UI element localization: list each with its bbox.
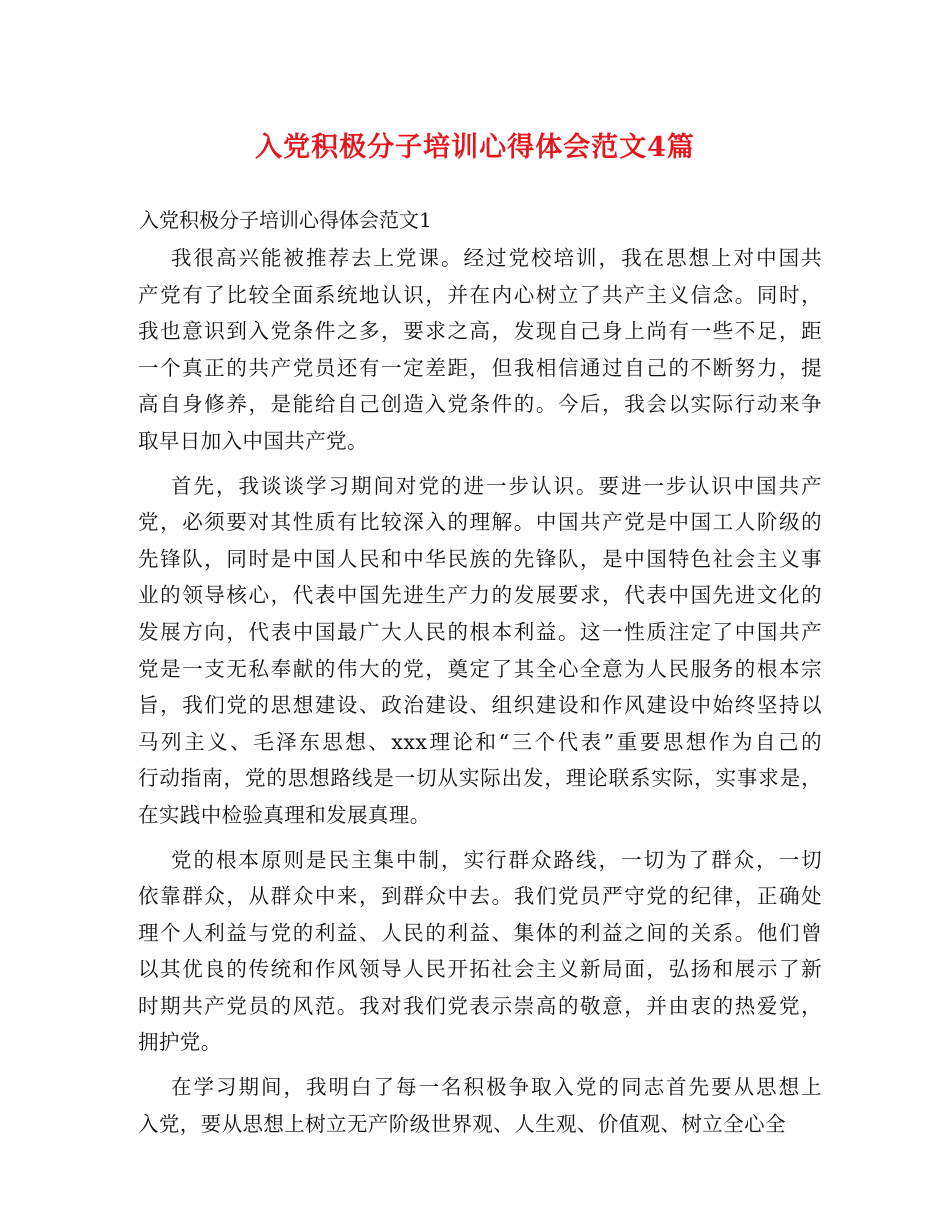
paragraph-line: 党，必须要对其性质有比较深入的理解。中国共产党是中国工人阶级的 — [138, 510, 822, 535]
paragraph-line: 马列主义、毛泽东思想、xxx理论和“三个代表”重要思想作为自己的 — [138, 729, 822, 754]
paragraph-line: 业的领导核心，代表中国先进生产力的发展要求，代表中国先进文化的 — [138, 583, 822, 608]
paragraph-line: 入党，要从思想上树立无产阶级世界观、人生观、价值观、树立全心全 — [138, 1111, 786, 1136]
paragraph-line: 理个人利益与党的利益、人民的利益、集体的利益之间的关系。他们曾 — [138, 920, 822, 945]
paragraph-line: 首先，我谈谈学习期间对党的进一步认识。要进一步认识中国共产 — [171, 473, 822, 498]
document-title: 入党积极分子培训心得体会范文4篇 — [255, 132, 695, 163]
paragraph — [138, 1069, 822, 1142]
paragraph-line: 我很高兴能被推荐去上党课。经过党校培训，我在思想上对中国共 — [171, 246, 822, 270]
section-heading: 入党积极分子培训心得体会范文1 — [139, 208, 432, 232]
paragraph-line: 时期共产党员的风范。我对我们党表示崇高的敬意，并由衷的热爱党， — [138, 993, 822, 1018]
paragraph-line: 我也意识到入党条件之多，要求之高，发现自己身上尚有一些不足，距 — [138, 319, 822, 344]
paragraph-line: 党是一支无私奉献的伟大的党，奠定了其全心全意为人民服务的根本宗 — [138, 656, 822, 681]
paragraph — [138, 842, 822, 1062]
paragraph-line: 旨，我们党的思想建设、政治建设、组织建设和作风建设中始终坚持以 — [138, 693, 822, 718]
paragraph-line: 取早日加入中国共产党。 — [138, 428, 368, 453]
document-body — [138, 240, 822, 1150]
paragraph-line: 一个真正的共产党员还有一定差距，但我相信通过自己的不断努力，提 — [138, 355, 822, 380]
paragraph-line: 在学习期间，我明白了每一名积极争取入党的同志首先要从思想上 — [171, 1075, 822, 1100]
paragraph-line: 产党有了比较全面系统地认识，并在内心树立了共产主义信念。同时， — [138, 282, 822, 307]
paragraph-line: 拥护党。 — [138, 1030, 222, 1055]
paragraph-line: 高自身修养，是能给自己创造入党条件的。今后，我会以实际行动来争 — [138, 392, 822, 417]
paragraph-line: 行动指南，党的思想路线是一切从实际出发，理论联系实际，实事求是， — [138, 766, 822, 791]
paragraph — [138, 240, 822, 460]
paragraph-line: 党的根本原则是民主集中制，实行群众路线，一切为了群众，一切 — [171, 847, 822, 872]
paragraph-line: 依靠群众，从群众中来，到群众中去。我们党员严守党的纪律，正确处 — [138, 884, 822, 909]
paragraph-line: 在实践中检验真理和发展真理。 — [138, 802, 431, 827]
paragraph — [138, 468, 822, 834]
paragraph-line: 以其优良的传统和作风领导人民开拓社会主义新局面，弘扬和展示了新 — [138, 957, 822, 982]
paragraph-line: 发展方向，代表中国最广大人民的根本利益。这一性质注定了中国共产 — [138, 619, 822, 644]
paragraph-line: 先锋队，同时是中国人民和中华民族的先锋队，是中国特色社会主义事 — [138, 546, 822, 571]
